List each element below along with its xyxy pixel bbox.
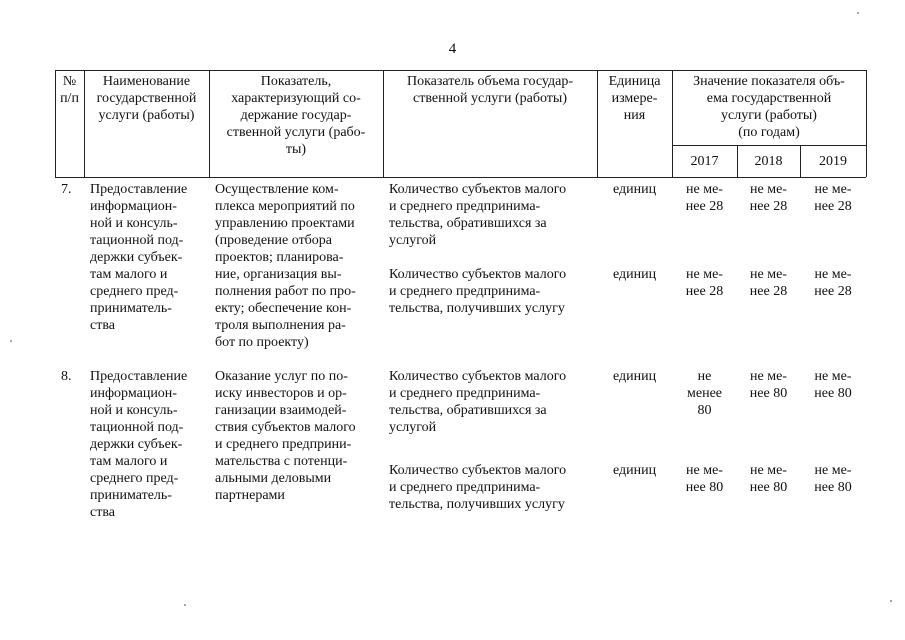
- volume-text: Количество субъектов малого и среднего предпринима- тельства, обратившихся за услугой: [389, 369, 567, 435]
- header-year: 2019: [819, 154, 847, 169]
- header-year: 2017: [690, 154, 719, 169]
- header-value: Значение показателя объ- ема государственной услуги (работы) (по годам): [693, 74, 845, 140]
- value-2017: не ме- нее 28: [685, 182, 724, 214]
- volume-text: Количество субъектов малого и среднего предпринима- тельства, обратившихся за услугой: [389, 182, 567, 248]
- indicator-text: Оказание услуг по по- иску инвесторов и ор- ганизации взаимодей- ствия субъектов малого и среднего предприни- мательства с потенци- альными деловыми партнерами: [215, 369, 356, 503]
- volume-text: Количество субъектов малого и среднего предпринима- тельства, получивших услугу: [389, 463, 567, 512]
- unit-text: единиц: [612, 182, 657, 197]
- value-2017: не ме- нее 28: [685, 267, 724, 299]
- header-unit: Единица измере- ния: [608, 74, 661, 123]
- header-no: № п/п: [60, 74, 79, 106]
- unit-text: единиц: [612, 463, 657, 478]
- scan-speck: [10, 340, 12, 342]
- value-2018: не ме- нее 80: [749, 369, 788, 401]
- row-number: 8.: [61, 369, 72, 384]
- service-name: Предоставление информацион- ной и консуль- тационной под- держки субъек- там малого и среднего пред- приниматель- ства: [90, 369, 188, 520]
- header-bottom-border: [55, 177, 866, 178]
- header-year: 2018: [754, 154, 783, 169]
- header-volume: Показатель объема государ- ственной услуги (работы): [406, 74, 574, 106]
- value-2017: не ме- нее 80: [685, 463, 724, 495]
- value-2019: не ме- нее 80: [814, 463, 852, 495]
- value-2018: не ме- нее 80: [749, 463, 788, 495]
- value-2018: не ме- нее 28: [749, 182, 788, 214]
- header-indicator: Показатель, характеризующий со- держание государ- ственной услуги (рабо- ты): [226, 74, 366, 157]
- unit-text: единиц: [612, 267, 657, 282]
- page-number: 4: [448, 41, 457, 57]
- header-top-border: [55, 70, 866, 71]
- years-divider: [672, 145, 866, 146]
- value-2017: не менее 80: [687, 369, 722, 418]
- volume-text: Количество субъектов малого и среднего предпринима- тельства, получивших услугу: [389, 267, 567, 316]
- value-2019: не ме- нее 28: [814, 267, 852, 299]
- unit-text: единиц: [612, 369, 657, 384]
- scan-speck: [184, 604, 186, 606]
- grid-line: [866, 70, 867, 177]
- service-name: Предоставление информацион- ной и консуль- тационной под- держки субъек- там малого и среднего пред- приниматель- ства: [90, 182, 188, 333]
- scan-speck: [857, 12, 859, 14]
- row-number: 7.: [61, 182, 72, 197]
- indicator-text: Осуществление ком- плекса мероприятий по управлению проектами (проведение отбора проектов; планирова- ние, организация вы- полнения работ по про- екту; обеспечение кон- троля выполнения ра- бот по проекту): [215, 182, 356, 350]
- value-2018: не ме- нее 28: [749, 267, 788, 299]
- value-2019: не ме- нее 28: [814, 182, 852, 214]
- value-2019: не ме- нее 80: [814, 369, 852, 401]
- scan-speck: [890, 600, 892, 602]
- header-name: Наименование государственной услуги (работы): [96, 74, 197, 123]
